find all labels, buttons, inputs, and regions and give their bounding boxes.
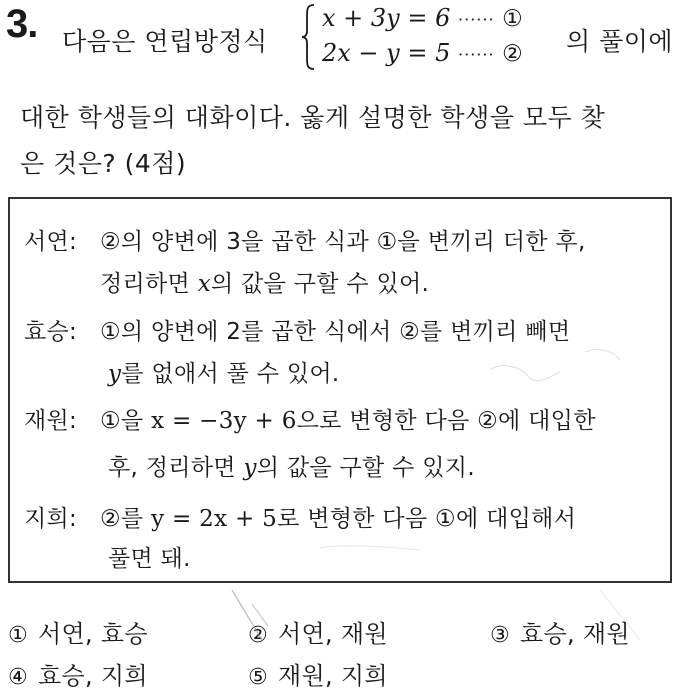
jihui-line-2 <box>108 540 191 573</box>
jaewon-line-2 <box>108 449 475 482</box>
equation-1-dots: ······ <box>458 10 495 29</box>
question-number: 3. <box>6 2 38 46</box>
hyoseung-line-1 <box>100 313 570 346</box>
speaker-hyoseung: 효승: <box>24 319 78 345</box>
choice-5-text: 재원, 지희 <box>278 662 388 690</box>
jihui-line-1-text-a: ②를 <box>100 506 152 532</box>
hyoseung-line-2-math: y <box>108 361 122 387</box>
jihui-line-2-text: 풀면 돼. <box>108 546 191 572</box>
jaewon-line-2-text-b: 의 값을 구할 수 있지. <box>256 455 475 481</box>
jaewon-line-1 <box>100 402 596 435</box>
choice-1[interactable] <box>8 614 148 649</box>
choice-5-number: ⑤ <box>248 665 269 690</box>
choice-2[interactable] <box>248 614 388 649</box>
equation-brace <box>300 3 316 71</box>
choice-4[interactable] <box>8 656 148 691</box>
equation-2-label: ② <box>502 41 523 67</box>
hyoseung-line-2-text-b: 를 없애서 풀 수 있어. <box>121 361 340 387</box>
choice-1-number: ① <box>8 623 29 648</box>
choice-4-text: 효승, 지희 <box>38 662 148 690</box>
jaewon-line-2-math: y <box>243 455 257 481</box>
speaker-seoyeon: 서연: <box>24 229 78 255</box>
jaewon-line-1-math: x = −3y + 6 <box>151 408 297 434</box>
choice-3[interactable] <box>490 614 630 649</box>
equation-2-dots: ······ <box>458 45 495 64</box>
choice-5[interactable] <box>248 656 388 691</box>
choice-2-number: ② <box>248 623 269 648</box>
choice-1-text: 서연, 효승 <box>38 620 148 648</box>
equation-1 <box>322 4 523 32</box>
seoyeon-line-2-text-b: 의 값을 구할 수 있어. <box>210 271 430 297</box>
speaker-jihui: 지희: <box>24 506 78 532</box>
seoyeon-line-2-text-a: 정리하면 <box>100 271 198 297</box>
question-line-2: 대한 학생들의 대화이다. 옳게 설명한 학생을 모두 찾 <box>20 103 606 132</box>
question-line-3: 은 것은? (4점) <box>20 149 187 178</box>
hyoseung-line-2 <box>108 355 340 388</box>
hyoseung-line-1-text: ①의 양변에 2를 곱한 식에서 ②를 변끼리 빼면 <box>100 319 571 345</box>
seoyeon-line-1 <box>100 223 586 256</box>
equation-1-label: ① <box>502 6 523 32</box>
question-lead-text: 다음은 연립방정식 <box>62 27 268 56</box>
speaker-jaewon: 재원: <box>24 408 78 434</box>
seoyeon-line-2 <box>100 265 429 298</box>
seoyeon-line-2-math: x <box>197 271 211 297</box>
equation-2 <box>322 39 523 67</box>
jaewon-line-2-text-a: 후, 정리하면 <box>108 455 244 481</box>
choice-2-text: 서연, 재원 <box>278 620 388 648</box>
jihui-line-1-text-b: 로 변형한 다음 ①에 대입해서 <box>277 506 577 532</box>
equation-1-expr: x + 3y = 6 <box>322 4 451 32</box>
choice-3-text: 효승, 재원 <box>520 620 630 648</box>
question-after-text: 의 풀이에 <box>566 27 674 56</box>
choice-4-number: ④ <box>8 665 29 690</box>
choice-3-number: ③ <box>490 623 511 648</box>
jaewon-line-1-text-b: 으로 변형한 다음 ②에 대입한 <box>296 408 596 434</box>
jaewon-line-1-text-a: ①을 <box>100 408 152 434</box>
jihui-line-1-math: y = 2x + 5 <box>151 506 278 532</box>
seoyeon-line-1-text: ②의 양변에 3을 곱한 식과 ①을 변끼리 더한 후, <box>100 229 586 255</box>
jihui-line-1 <box>100 500 576 533</box>
equation-2-expr: 2x − y = 5 <box>322 39 451 67</box>
